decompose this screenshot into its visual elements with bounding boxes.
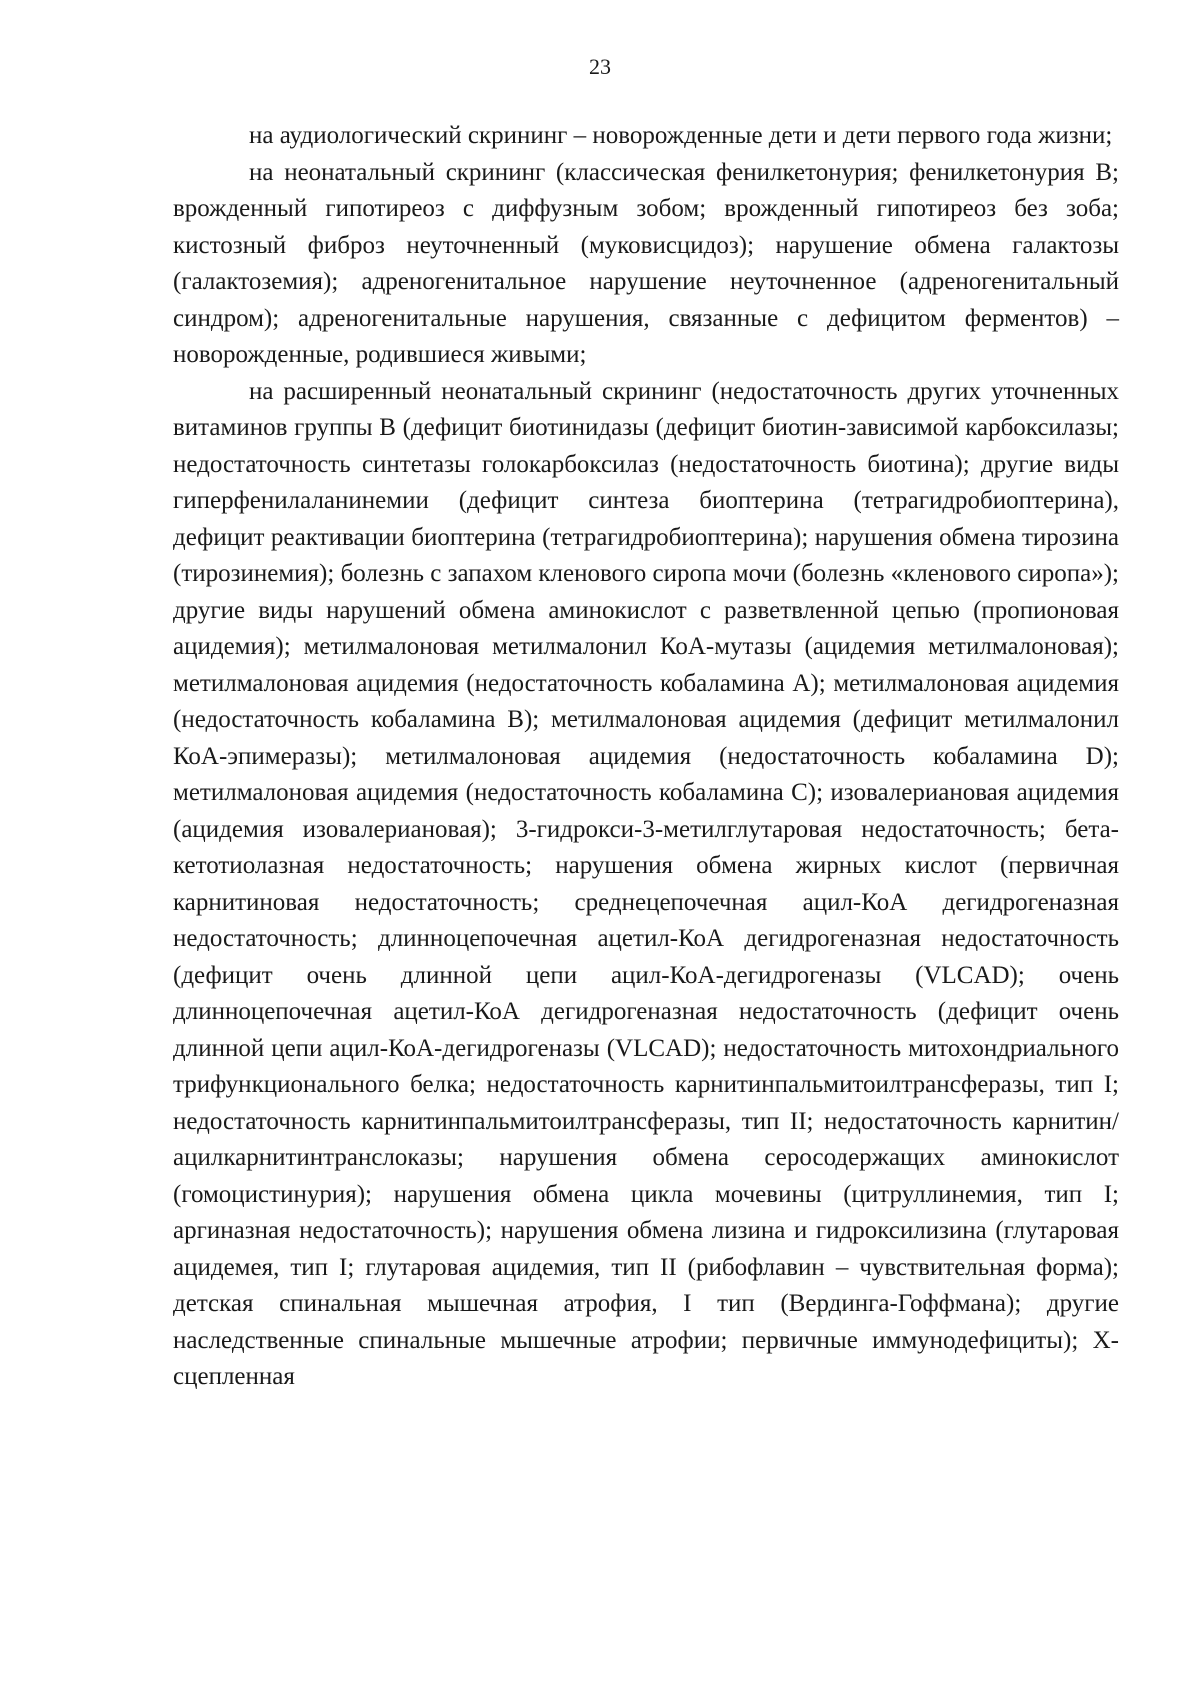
paragraph-audiology-screening: на аудиологический скрининг – новорожденные дети и дети первого года жизни; [249, 122, 1113, 149]
paragraph-neonatal-screening: на неонатальный скрининг (классическая фенилкетонурия; фенилкетонурия B; врожденный гипотиреоз с диффузным зобом; врожденный гипотиреоз без зоба; кистозный фиброз неуточненный (муковисцидоз); нарушение обмена галактозы (галактоземия); адреногенитальное нарушение неуточненное (адреногенитальный синдром); адреногенитальные нарушения, связанные с дефицитом ферментов) – новорожденные, родившиеся живыми; [173, 158, 1119, 368]
document-body [173, 118, 1119, 1396]
paragraph-extended-neonatal-screening: на расширенный неонатальный скрининг (недостаточность других уточненных витаминов группы B (дефицит биотинидазы (дефицит биотин-зависимой карбоксилазы; недостаточность синтетазы голокарбоксилаз (недостаточность биотина); другие виды гиперфенилаланинемии (дефицит синтеза биоптерина (тетрагидробиоптерина), дефицит реактивации биоптерина (тетрагидробиоптерина); нарушения обмена тирозина (тирозинемия); болезнь с запахом кленового сиропа мочи (болезнь «кленового сиропа»); другие виды нарушений обмена аминокислот с разветвленной цепью (пропионовая ацидемия); метилмалоновая метилмалонил КоА-мутазы (ацидемия метилмалоновая); метилмалоновая ацидемия (недостаточность кобаламина A); метилмалоновая ацидемия (недостаточность кобаламина B); метилмалоновая ацидемия (дефицит метилмалонил КоА-эпимеразы); метилмалоновая ацидемия (недостаточность кобаламина D); метилмалоновая ацидемия (недостаточность кобаламина C); изовалериановая ацидемия (ацидемия изовалериановая); 3-гидрокси-3-метилглутаровая недостаточность; бета-кетотиолазная недостаточность; нарушения обмена жирных кислот (первичная карнитиновая недостаточность; среднецепочечная ацил-КоА дегидрогеназная недостаточность; длинноцепочечная ацетил-КоА дегидрогеназная недостаточность (дефицит очень длинной цепи ацил-КоА-дегидрогеназы (VLCAD); очень длинноцепочечная ацетил-КоА дегидрогеназная недостаточность (дефицит очень длинной цепи ацил-КоА-дегидрогеназы (VLCAD); недостаточность митохондриального трифункционального белка; недостаточность карнитинпальмитоилтрансферазы, тип I; недостаточность карнитинпальмитоилтрансферазы, тип II; недостаточность карнитин/ацилкарнитинтранслоказы; нарушения обмена серосодержащих аминокислот (гомоцистинурия); нарушения обмена цикла мочевины (цитруллинемия, тип I; аргиназная недостаточность); нарушения обмена лизина и гидроксилизина (глутаровая ацидемея, тип I; глутаровая ацидемия, тип II (рибофлавин – чувствительная форма); детская спинальная мышечная атрофия, I тип (Вердинга-Гоффмана); другие наследственные спинальные мышечные атрофии; первичные иммунодефициты); Х-сцепленная [173, 377, 1119, 1390]
page-number: 23 [589, 54, 611, 79]
